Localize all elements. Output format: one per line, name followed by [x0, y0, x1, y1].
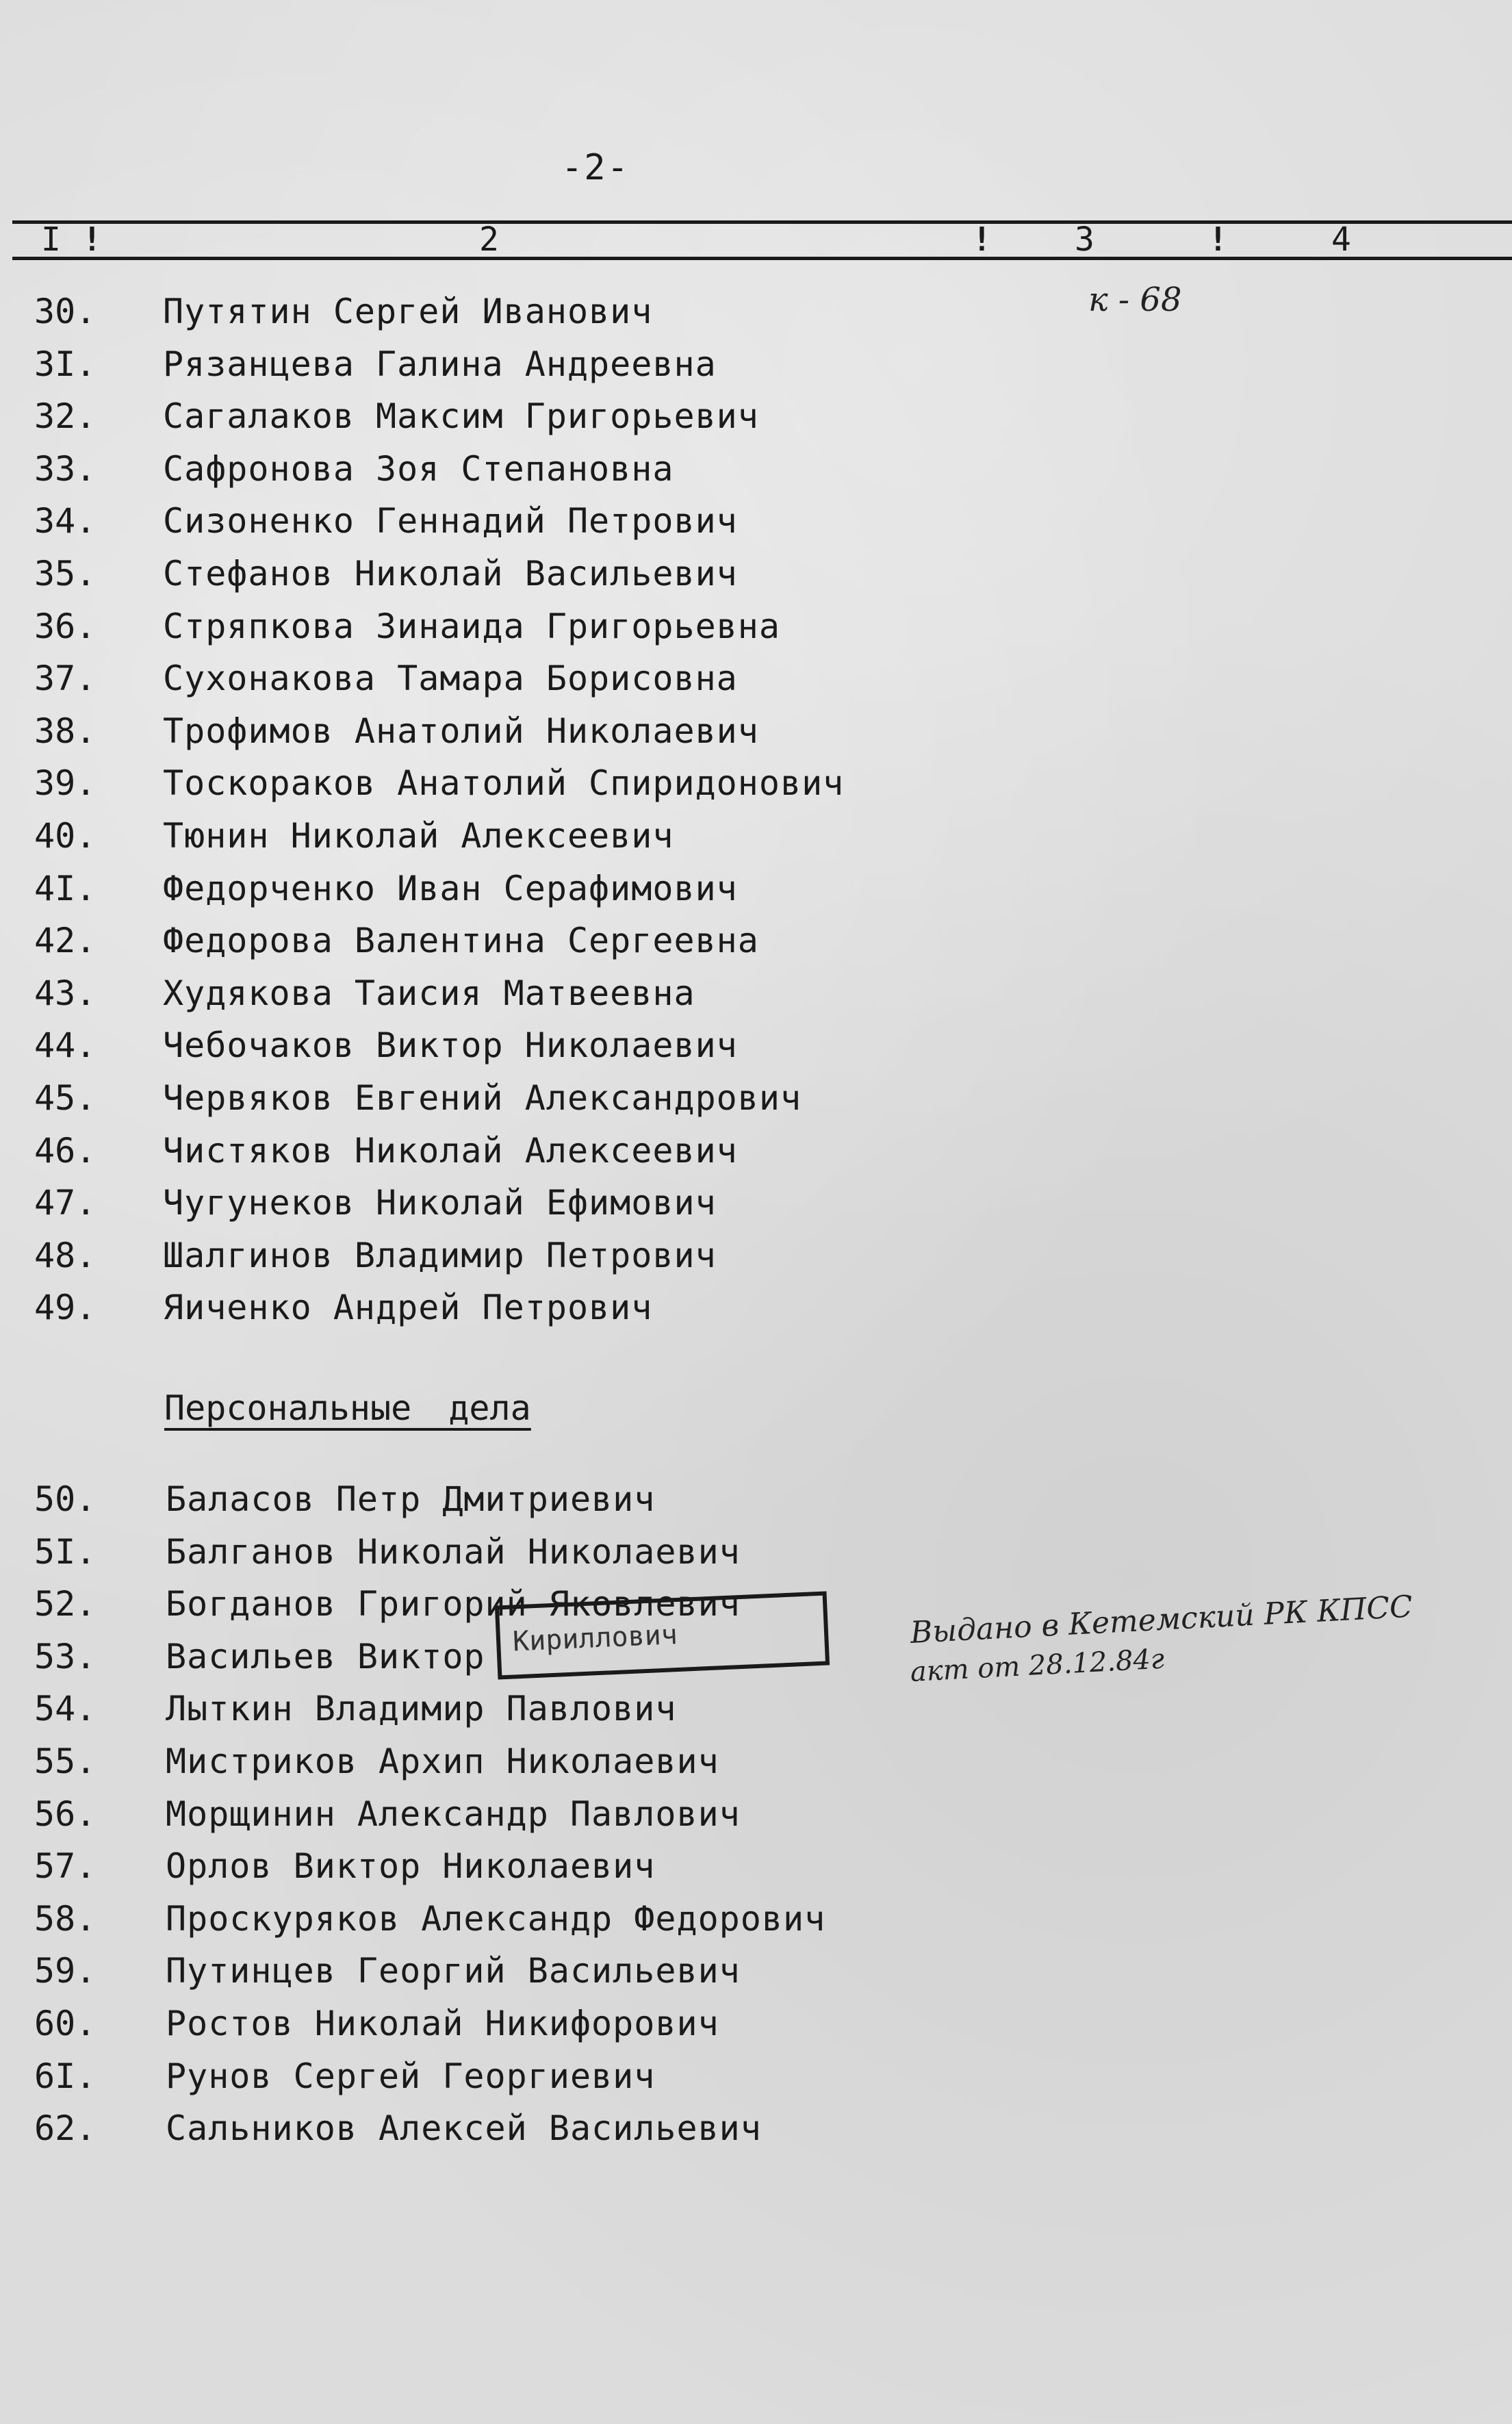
list-item — [0, 1021, 738, 1069]
entry-name: Васильев Виктор — [166, 1636, 485, 1676]
entry-number: 57. — [34, 1846, 97, 1887]
list-item — [0, 1074, 802, 1122]
list-item — [0, 654, 738, 702]
list-item — [0, 1895, 825, 1943]
entry-number: 32. — [34, 396, 97, 437]
table-header-top-rule — [12, 220, 1512, 224]
list-item — [0, 759, 844, 807]
entry-number: 52. — [34, 1584, 97, 1624]
entry-name: Рунов Сергей Георгиевич — [166, 2056, 656, 2096]
column-separator: ! — [82, 220, 102, 259]
list-item — [0, 1284, 652, 1331]
list-item — [0, 340, 717, 388]
entry-name: Сафронова Зоя Степановна — [163, 448, 674, 489]
entry-name: Тоскораков Анатолий Спиридонович — [163, 763, 845, 804]
list-item — [0, 392, 759, 440]
list-item — [0, 288, 652, 335]
column-header-3: 3 — [1075, 220, 1094, 259]
list-item — [0, 1633, 485, 1681]
list-item — [0, 1475, 655, 1523]
entry-number: 37. — [34, 659, 97, 699]
entry-number: 54. — [34, 1689, 97, 1729]
entry-name: Чистяков Николай Алексеевич — [163, 1130, 738, 1171]
entry-number: 59. — [34, 1951, 97, 1991]
entry-name: Яиченко Андрей Петрович — [163, 1288, 653, 1328]
entry-name: Рязанцева Галина Андреевна — [163, 344, 717, 384]
entry-number: 45. — [34, 1078, 97, 1118]
list-item — [0, 1790, 741, 1838]
list-item — [0, 1685, 676, 1733]
entry-name: Шалгинов Владимир Петрович — [163, 1235, 717, 1275]
section-heading: Персональные дела — [164, 1388, 531, 1428]
entry-number: 6I. — [34, 2056, 97, 2096]
entry-number: 42. — [34, 921, 97, 961]
stamp — [495, 1591, 830, 1679]
list-item — [0, 2104, 762, 2152]
column-separator: ! — [1208, 220, 1228, 259]
list-item — [0, 1528, 741, 1576]
list-item — [0, 865, 738, 913]
entry-number: 56. — [34, 1794, 97, 1834]
entry-number: 60. — [34, 2004, 97, 2043]
entry-number: 44. — [34, 1025, 97, 1066]
entry-name: Ростов Николай Никифорович — [166, 2004, 719, 2043]
entry-number: 58. — [34, 1898, 97, 1939]
list-item — [0, 2000, 719, 2047]
list-item — [0, 602, 780, 650]
entry-number: 40. — [34, 816, 97, 856]
stamp-text: Кириллович — [512, 1619, 678, 1658]
entry-name: Сальников Алексей Васильевич — [166, 2108, 762, 2149]
entry-number: 62. — [34, 2108, 97, 2149]
entry-number: 38. — [34, 711, 97, 751]
entry-name: Федорченко Иван Серафимович — [163, 868, 738, 908]
entry-number: 35. — [34, 554, 97, 594]
handwritten-note-k68: к - 68 — [1088, 281, 1182, 319]
entry-name: Морщинин Александр Павлович — [166, 1794, 741, 1834]
entry-name: Балганов Николай Николаевич — [166, 1531, 741, 1572]
list-item — [0, 917, 759, 965]
entry-number: 46. — [34, 1130, 97, 1171]
entry-name: Сухонакова Тамара Борисовна — [163, 659, 738, 699]
list-item — [0, 1947, 741, 1995]
entry-name: Трофимов Анатолий Николаевич — [163, 711, 759, 751]
entry-name: Червяков Евгений Александрович — [163, 1078, 802, 1118]
entry-name: Чебочаков Виктор Николаевич — [163, 1025, 738, 1066]
entry-name: Стряпкова Зинаида Григорьевна — [163, 606, 780, 646]
list-item — [0, 1179, 717, 1227]
entry-name: Стефанов Николай Васильевич — [163, 554, 738, 594]
handwritten-transfer-note: Выдано в Кетемский РК КПСС — [909, 1589, 1413, 1650]
entry-number: 3I. — [34, 344, 97, 384]
entry-number: 55. — [34, 1742, 97, 1781]
entry-name: Проскуряков Александр Федорович — [166, 1898, 826, 1939]
entry-number: 49. — [34, 1288, 97, 1328]
entry-name: Баласов Петр Дмитриевич — [166, 1479, 656, 1519]
handwritten-act-note: акт от 28.12.84г — [909, 1643, 1166, 1688]
entry-name: Тюнин Николай Алексеевич — [163, 816, 674, 856]
entry-number: 33. — [34, 448, 97, 489]
entry-name: Худякова Таисия Матвеевна — [163, 973, 695, 1013]
entry-name: Орлов Виктор Николаевич — [166, 1846, 656, 1887]
column-header-1: I — [41, 220, 61, 259]
entry-number: 34. — [34, 501, 97, 541]
entry-name: Сизоненко Геннадий Петрович — [163, 501, 738, 541]
list-item — [0, 812, 674, 860]
entry-number: 36. — [34, 606, 97, 646]
entry-number: 30. — [34, 292, 97, 331]
entry-name: Федорова Валентина Сергеевна — [163, 921, 759, 961]
column-separator: ! — [972, 220, 992, 259]
entry-name: Богданов Григорий Яковлевич — [166, 1584, 741, 1624]
list-item — [0, 1737, 719, 1785]
column-header-2: 2 — [479, 220, 499, 259]
entry-name: Сагалаков Максим Григорьевич — [163, 396, 759, 437]
list-item — [0, 497, 738, 545]
list-item — [0, 1127, 738, 1175]
list-item — [0, 1232, 717, 1279]
entry-name: Мистриков Архип Николаевич — [166, 1742, 719, 1781]
list-item — [0, 969, 695, 1017]
list-item — [0, 2052, 655, 2100]
entry-number: 39. — [34, 763, 97, 804]
list-item — [0, 707, 759, 755]
entry-number: 50. — [34, 1479, 97, 1519]
list-item — [0, 445, 674, 493]
entry-number: 48. — [34, 1235, 97, 1275]
entry-name: Путинцев Георгий Васильевич — [166, 1951, 741, 1991]
entry-number: 53. — [34, 1636, 97, 1676]
entry-number: 5I. — [34, 1531, 97, 1572]
entry-number: 43. — [34, 973, 97, 1013]
entry-number: 4I. — [34, 868, 97, 908]
entry-number: 47. — [34, 1183, 97, 1223]
entry-name: Путятин Сергей Иванович — [163, 292, 653, 331]
list-item — [0, 550, 738, 598]
entry-name: Чугунеков Николай Ефимович — [163, 1183, 717, 1223]
entry-name: Лыткин Владимир Павлович — [166, 1689, 677, 1729]
column-header-4: 4 — [1331, 220, 1351, 259]
list-item — [0, 1842, 655, 1890]
table-header-bottom-rule — [12, 257, 1512, 260]
page-number: -2- — [561, 147, 630, 188]
